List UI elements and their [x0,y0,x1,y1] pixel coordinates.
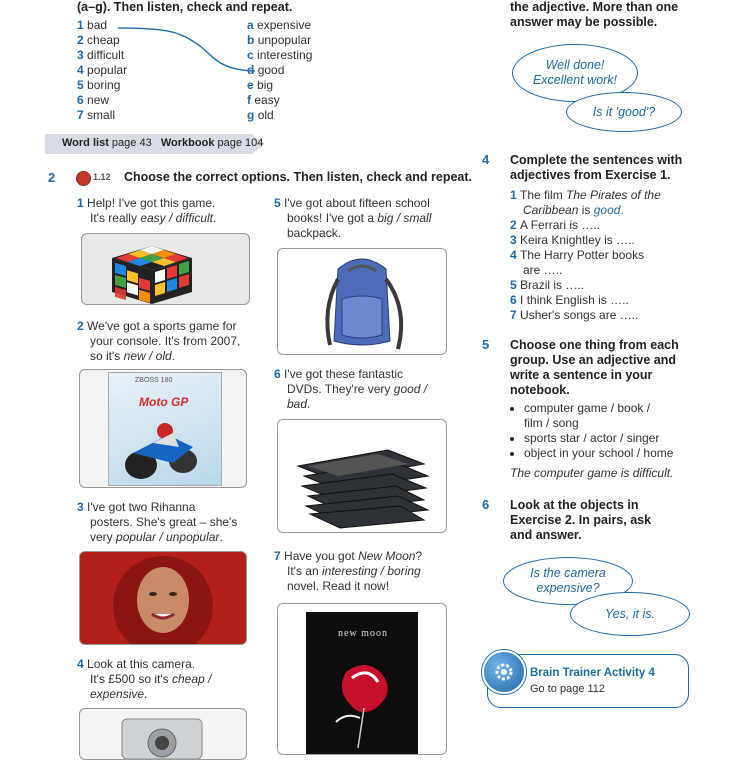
ex2-instruction: Choose the correct options. Then listen, check and repeat. [124,170,472,184]
ex4-list: 1 The film The Pirates of the Caribbean is good. 2 A Ferrari is ….. 3 Keira Knightley is ….. 4 The Harry Potter books are ….. 5 Brazil is ….. 6 I think English is ….. 7 Usher's songs are ….. [510,188,661,322]
audio-track-number: 1.12 [93,172,111,182]
list-item: g old [247,108,274,122]
ex5-number: 5 [482,337,490,352]
brain-trainer-sub: Go to page 112 [530,683,606,695]
list-item: 3 difficult [77,48,125,62]
list-item: • sports star / actor / singer [524,431,673,446]
speech-bubble-is-camera-expensive: Is the camera expensive? [503,557,633,605]
list-item: f easy [247,93,280,107]
list-item: d good [247,63,285,77]
list-item: 2 A Ferrari is ….. [510,218,601,232]
ex1-right-list [247,18,312,123]
audio-icon[interactable] [76,171,91,186]
match-line [110,18,260,88]
list-item: 7 small [77,108,116,122]
camera-image [79,708,247,760]
ex2-item-6: 6 I've got these fantastic DVDs. They're very good / bad. [274,367,428,411]
brain-trainer-title: Brain Trainer Activity 4 [530,667,655,679]
ex2-item-7: 7 Have you got New Moon? It's an interesting / boring novel. Read it now! [274,549,423,593]
speech-bubble-is-it-good: Is it 'good'? [566,92,682,132]
ex2-item-2: 2 We've got a sports game for your console. It's from 2007, so it's new / old. [77,319,241,363]
list-item: a expensive [247,18,312,32]
list-item: 1 bad [77,18,108,32]
list-item: e big [247,78,274,92]
list-item: 3 Keira Knightley is ….. [510,233,635,247]
ex4-number: 4 [482,152,490,167]
list-item: • object in your school / home [524,446,673,461]
dvd-stack-image [277,419,447,533]
book-title: new moon [338,628,388,639]
rubiks-cube-image [81,233,250,305]
list-item: 6 I think English is ….. [510,293,629,307]
game-title: Moto GP [139,395,189,409]
ex2-item-4: 4 Look at this camera. It's £500 so it's cheap / expensive. [77,657,212,701]
list-item: 2 cheap [77,33,120,47]
top-right-instruction: the adjective. More than one answer may be possible. [510,0,679,29]
new-moon-book-image [277,603,447,755]
list-item: c interesting [247,48,313,62]
backpack-image [277,248,447,355]
rihanna-photo [79,551,247,645]
list-item: 4 popular [77,63,128,77]
list-item: 6 new [77,93,110,107]
list-item: 1 The film The Pirates of the [510,188,661,202]
game-box-label: ZBOSS 180 [135,377,173,384]
list-item: • computer game / book / film / song [524,401,673,431]
ex2-item-5: 5 I've got about fifteen school books! I've got a big / small backpack. [274,196,432,240]
ex2-item-3: 3 I've got two Rihanna posters. She's great – she's very popular / unpopular. [77,500,238,544]
list-item: 7 Usher's songs are ….. [510,308,639,322]
ex5-bullets [510,401,673,461]
ex6-instruction: Look at the objects in Exercise 2. In pairs, ask and answer. [510,498,652,542]
ex5-instruction: Choose one thing from each group. Use an adjective and write a sentence in your notebook. [510,338,679,397]
speech-bubble-well-done: Well done! Excellent work! [512,44,638,102]
brain-gear-icon [482,650,526,694]
list-item: 5 boring [77,78,121,92]
ex2-item-1: 1 Help! I've got this game. It's really easy / difficult. [77,196,217,225]
word-list-link[interactable]: Word list page 43 Workbook page 104 [62,137,264,149]
ex2-number: 2 [48,170,56,185]
speech-bubble-yes-it-is: Yes, it is. [570,592,690,636]
ex1-instruction: (a–g). Then listen, check and repeat. [77,0,293,14]
list-item: b unpopular [247,33,312,47]
ex5-example: The computer game is difficult. [510,466,674,480]
ex6-number: 6 [482,497,490,512]
list-item: 5 Brazil is ….. [510,278,585,292]
list-item: 4 The Harry Potter books [510,248,645,262]
motogp-game-image [79,369,247,488]
ex4-instruction: Complete the sentences with adjectives from Exercise 1. [510,153,683,182]
